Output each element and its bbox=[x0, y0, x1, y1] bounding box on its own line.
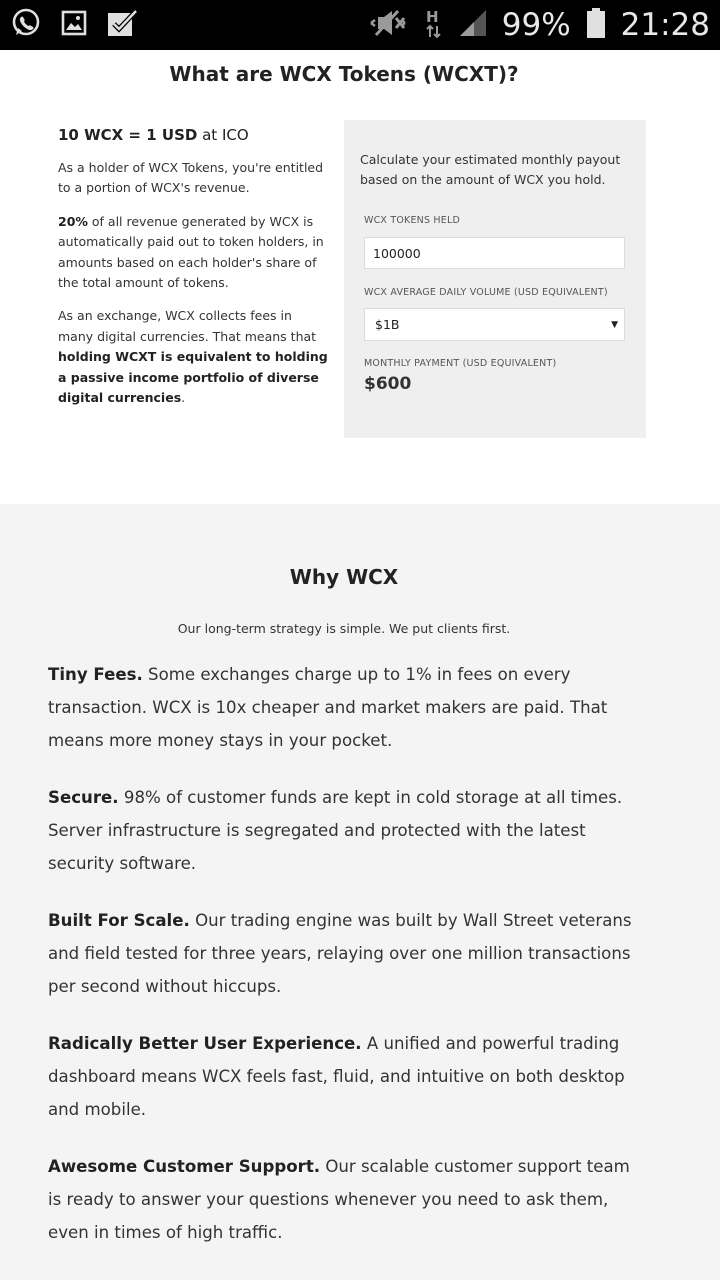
task-checked-icon bbox=[106, 8, 140, 42]
holder-entitlement-text: As a holder of WCX Tokens, you're entitled to a portion of WCX's revenue. bbox=[58, 160, 324, 196]
portfolio-text bbox=[58, 306, 330, 408]
status-bar-right bbox=[354, 7, 710, 43]
daily-volume-select[interactable] bbox=[364, 308, 625, 341]
payout-calculator bbox=[344, 120, 646, 438]
tokens-title: What are WCX Tokens (WCXT)? bbox=[169, 62, 519, 86]
feature-title: Tiny Fees. bbox=[48, 665, 143, 684]
calculator-intro: Calculate your estimated monthly payout based on the amount of WCX you hold. bbox=[360, 152, 621, 187]
muted-speaker-icon bbox=[368, 7, 410, 43]
feature-title: Awesome Customer Support. bbox=[48, 1157, 321, 1176]
revenue-share-percent: 20% bbox=[58, 213, 88, 229]
daily-volume-value: $1B bbox=[375, 317, 400, 332]
svg-text:H: H bbox=[425, 8, 439, 26]
signal-icon bbox=[458, 8, 488, 42]
feature-built-for-scale bbox=[48, 904, 648, 1003]
tokens-section bbox=[0, 50, 720, 504]
feature-title: Built For Scale. bbox=[48, 911, 190, 930]
portfolio-text-bold: holding WCXT is equivalent to holding a passive income portfolio of diverse digital currencies bbox=[58, 349, 328, 406]
portfolio-text-start: As an exchange, WCX collects fees in many digital currencies. That means that bbox=[58, 308, 317, 344]
feature-title: Radically Better User Experience. bbox=[48, 1034, 362, 1053]
why-section bbox=[0, 504, 720, 1280]
clock: 21:28 bbox=[620, 7, 710, 43]
ico-rate-bold: 10 WCX = 1 USD bbox=[58, 126, 198, 144]
feature-customer-support bbox=[48, 1150, 648, 1249]
feature-title: Secure. bbox=[48, 788, 119, 807]
portfolio-text-end: . bbox=[181, 390, 186, 406]
tokens-held-label: WCX TOKENS HELD bbox=[364, 215, 460, 226]
feature-user-experience bbox=[48, 1027, 648, 1126]
monthly-payment-label: MONTHLY PAYMENT (USD EQUIVALENT) bbox=[364, 358, 557, 369]
feature-text: 98% of customer funds are kept in cold storage at all times. Server infrastructure is segregated and protected with the latest security software. bbox=[48, 788, 623, 873]
status-bar-left bbox=[10, 7, 158, 43]
monthly-payment-value: $600 bbox=[364, 374, 412, 394]
dropdown-arrow-icon: ▼ bbox=[611, 319, 618, 330]
feature-text: A unified and powerful trading dashboard means WCX feels fast, fluid, and intuitive on both desktop and mobile. bbox=[48, 1034, 625, 1119]
ico-rate-suffix: at ICO bbox=[197, 126, 249, 144]
revenue-share-rest: of all revenue generated by WCX is automatically paid out to token holders, in amounts based on each holder's share of the total amount of tokens. bbox=[58, 213, 324, 291]
why-title: Why WCX bbox=[289, 565, 399, 589]
why-subtitle: Our long-term strategy is simple. We put clients first. bbox=[177, 621, 511, 636]
tokens-held-value: 100000 bbox=[373, 245, 421, 261]
revenue-share-text bbox=[58, 212, 330, 294]
tokens-info bbox=[58, 126, 330, 421]
battery-icon bbox=[585, 7, 607, 43]
gallery-icon bbox=[60, 9, 88, 41]
ico-rate bbox=[58, 126, 330, 144]
feature-text: Some exchanges charge up to 1% in fees on every transaction. WCX is 10x cheaper and market makers are paid. That means more money stays in your pocket. bbox=[48, 665, 608, 750]
hspa-data-icon bbox=[424, 7, 444, 43]
feature-text: Our scalable customer support team is ready to answer your questions whenever you need to ask them, even in times of high traffic. bbox=[48, 1157, 630, 1242]
status-bar bbox=[0, 0, 720, 50]
daily-volume-label: WCX AVERAGE DAILY VOLUME (USD EQUIVALENT) bbox=[364, 287, 608, 298]
tokens-held-input[interactable] bbox=[364, 237, 625, 269]
feature-secure bbox=[48, 781, 648, 880]
whatsapp-icon bbox=[10, 7, 42, 43]
feature-text: Our trading engine was built by Wall Street veterans and field tested for three years, relaying over one million transactions per second without hiccups. bbox=[48, 911, 632, 996]
battery-percent: 99% bbox=[501, 7, 571, 43]
feature-tiny-fees bbox=[48, 658, 648, 757]
